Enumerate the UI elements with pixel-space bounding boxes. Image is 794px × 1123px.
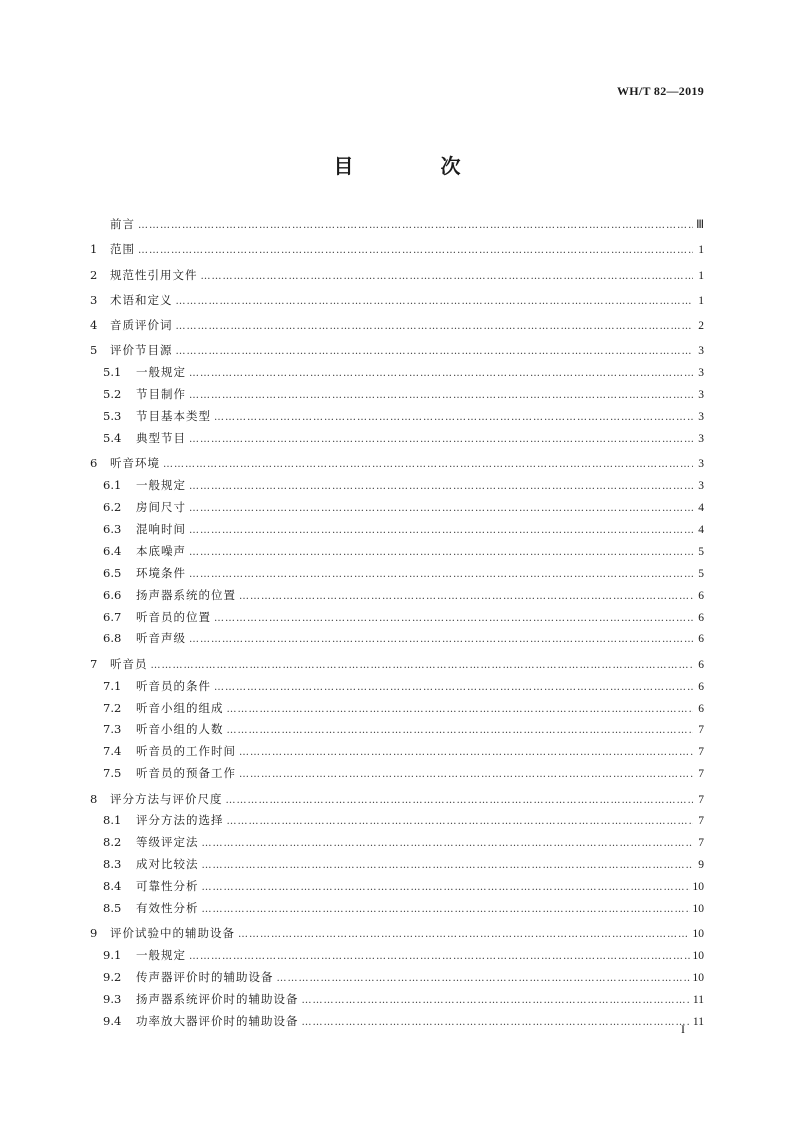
toc-entry-number: 7 <box>90 656 98 671</box>
toc-entry-number: 6.2 <box>103 500 122 515</box>
toc-entry-page: 2 <box>698 320 704 333</box>
toc-entry-title: 扬声器系统的位置 <box>136 587 236 602</box>
toc-entry-title: 环境条件 <box>136 565 186 580</box>
toc-leader-dots <box>189 388 693 403</box>
toc-entry-number: 3 <box>90 292 98 307</box>
toc-leader-dots <box>227 814 694 829</box>
toc-entry-page: 10 <box>692 881 704 894</box>
toc-leader-dots <box>189 949 690 964</box>
toc-leader-dots <box>176 319 694 334</box>
toc-entry-title: 评分方法与评价尺度 <box>110 791 223 806</box>
toc-leader-dots <box>227 723 694 738</box>
toc-entry-page: 4 <box>698 502 704 515</box>
toc-entry-title: 可靠性分析 <box>136 879 199 894</box>
toc-entry-page: 1 <box>698 294 704 307</box>
toc-entry-title: 听音员的位置 <box>136 609 211 624</box>
toc-entry[interactable] <box>90 544 704 560</box>
toc-entry-number: 7.2 <box>103 700 122 715</box>
toc-entry-title: 本底噪声 <box>136 543 186 558</box>
toc-entry[interactable] <box>90 343 704 359</box>
toc-entry-title: 范围 <box>110 242 135 257</box>
toc-entry-page: Ⅲ <box>696 219 704 231</box>
toc-entry[interactable] <box>90 1014 704 1030</box>
toc-entry-title: 典型节目 <box>136 431 186 446</box>
toc-entry-title: 节目制作 <box>136 387 186 402</box>
toc-leader-dots <box>189 501 693 516</box>
toc-entry-title: 扬声器系统评价时的辅助设备 <box>136 991 299 1006</box>
toc-entry[interactable] <box>90 792 704 808</box>
toc-entry-page: 6 <box>698 702 704 715</box>
toc-entry[interactable] <box>90 588 704 604</box>
toc-entry-page: 7 <box>698 793 704 806</box>
toc-entry-page: 3 <box>698 345 704 358</box>
toc-entry-number: 9 <box>90 926 98 941</box>
toc-entry-title: 传声器评价时的辅助设备 <box>136 970 274 985</box>
toc-entry-number: 1 <box>90 242 98 257</box>
toc-entry-page: 11 <box>692 1015 704 1028</box>
toc-leader-dots <box>238 927 690 942</box>
toc-entry-title: 一般规定 <box>136 948 186 963</box>
toc-entry-title: 评价节目源 <box>110 343 173 358</box>
toc-entry-number: 8.5 <box>103 900 122 915</box>
toc-entry-title: 术语和定义 <box>110 292 173 307</box>
toc-entry-number: 5 <box>90 343 98 358</box>
toc-entry-page: 10 <box>692 972 704 985</box>
toc-entry[interactable] <box>90 948 704 964</box>
toc-leader-dots <box>151 658 694 673</box>
toc-entry-page: 10 <box>692 950 704 963</box>
toc-entry[interactable] <box>90 879 704 895</box>
toc-entry-title: 规范性引用文件 <box>110 267 198 282</box>
toc-entry-title: 节目基本类型 <box>136 409 211 424</box>
toc-leader-dots <box>163 457 693 472</box>
toc-entry[interactable] <box>90 431 704 447</box>
toc-entry-number: 7.3 <box>103 722 122 737</box>
toc-entry[interactable] <box>90 217 704 233</box>
toc-entry-number: 8.3 <box>103 857 122 872</box>
toc-entry-number: 6.6 <box>103 587 122 602</box>
toc-entry-page: 1 <box>698 244 704 257</box>
toc-entry-page: 6 <box>698 589 704 602</box>
toc-entry-title: 等级评定法 <box>136 835 199 850</box>
toc-entry-number: 6.4 <box>103 543 122 558</box>
toc-leader-dots <box>138 243 693 258</box>
toc-entry[interactable] <box>90 478 704 494</box>
toc-entry-page: 6 <box>698 611 704 624</box>
toc-entry-title: 听音员的预备工作 <box>136 766 236 781</box>
toc-entry[interactable] <box>90 566 704 582</box>
toc-entry[interactable] <box>90 901 704 917</box>
toc-entry-title: 混响时间 <box>136 522 186 537</box>
toc-entry-number: 5.1 <box>103 365 122 380</box>
toc-entry-title: 评价试验中的辅助设备 <box>110 926 235 941</box>
toc-leader-dots <box>202 902 690 917</box>
toc-entry-page: 6 <box>698 633 704 646</box>
toc-entry[interactable] <box>90 387 704 403</box>
toc-entry-page: 10 <box>692 902 704 915</box>
toc-entry-number: 8.4 <box>103 879 122 894</box>
toc-entry-page: 3 <box>698 411 704 424</box>
toc-entry-number: 8.2 <box>103 835 122 850</box>
toc-entry[interactable] <box>90 522 704 538</box>
toc-entry-number: 5.4 <box>103 431 122 446</box>
toc-entry-number: 6.5 <box>103 565 122 580</box>
toc-entry[interactable] <box>90 268 704 284</box>
toc-entry-title: 功率放大器评价时的辅助设备 <box>136 1013 299 1028</box>
toc-entry[interactable] <box>90 679 704 695</box>
toc-entry[interactable] <box>90 813 704 829</box>
toc-entry[interactable] <box>90 242 704 258</box>
toc-entry-number: 2 <box>90 267 98 282</box>
toc-entry[interactable] <box>90 766 704 782</box>
toc-entry-page: 11 <box>692 993 704 1006</box>
toc-leader-dots <box>302 1015 690 1030</box>
toc-entry[interactable] <box>90 744 704 760</box>
toc-leader-dots <box>189 567 693 582</box>
toc-entry-page: 10 <box>692 928 704 941</box>
toc-leader-dots <box>201 269 694 284</box>
toc-entry-number: 8 <box>90 791 98 806</box>
toc-leader-dots <box>138 218 693 233</box>
toc-entry-title: 听音小组的组成 <box>136 700 224 715</box>
toc-entry-page: 4 <box>698 524 704 537</box>
table-of-contents <box>90 217 704 1030</box>
toc-leader-dots <box>189 523 693 538</box>
toc-leader-dots <box>227 702 694 717</box>
toc-entry-number: 6.1 <box>103 478 122 493</box>
toc-entry[interactable] <box>90 657 704 673</box>
toc-entry-title: 前言 <box>110 217 135 231</box>
standard-code: WH/T 82—2019 <box>616 84 704 98</box>
toc-entry[interactable] <box>90 610 704 626</box>
toc-leader-dots <box>189 545 693 560</box>
page-title: 目 次 <box>333 154 501 178</box>
toc-entry-page: 1 <box>698 269 704 282</box>
toc-leader-dots <box>176 344 694 359</box>
toc-entry[interactable] <box>90 701 704 717</box>
toc-entry-page: 7 <box>698 815 704 828</box>
toc-entry-page: 5 <box>698 567 704 580</box>
toc-entry[interactable] <box>90 318 704 334</box>
toc-entry-title: 有效性分析 <box>136 900 199 915</box>
toc-entry-page: 3 <box>698 433 704 446</box>
toc-entry-number: 6.8 <box>103 631 122 646</box>
toc-entry[interactable] <box>90 970 704 986</box>
page-number: I <box>681 1022 685 1036</box>
toc-entry-number: 9.4 <box>103 1013 122 1028</box>
toc-entry-title: 听音小组的人数 <box>136 722 224 737</box>
toc-entry-title: 听音声级 <box>136 631 186 646</box>
toc-entry-number: 9.1 <box>103 948 122 963</box>
toc-entry-title: 音质评价词 <box>110 318 173 333</box>
toc-entry-title: 一般规定 <box>136 478 186 493</box>
toc-entry-number: 9.3 <box>103 991 122 1006</box>
toc-leader-dots <box>214 611 693 626</box>
toc-entry-page: 3 <box>698 458 704 471</box>
toc-entry-title: 听音员的工作时间 <box>136 744 236 759</box>
toc-entry-number: 5.2 <box>103 387 122 402</box>
toc-entry-page: 7 <box>698 837 704 850</box>
toc-entry-number: 7.1 <box>103 678 122 693</box>
toc-entry[interactable] <box>90 631 704 647</box>
toc-entry-page: 7 <box>698 768 704 781</box>
toc-entry-number: 9.2 <box>103 970 122 985</box>
toc-entry-title: 一般规定 <box>136 365 186 380</box>
toc-entry-number: 7.4 <box>103 744 122 759</box>
toc-entry[interactable] <box>90 409 704 425</box>
toc-leader-dots <box>239 589 693 604</box>
toc-leader-dots <box>189 479 693 494</box>
toc-entry-number: 7.5 <box>103 766 122 781</box>
toc-entry-title: 房间尺寸 <box>136 500 186 515</box>
toc-entry[interactable] <box>90 926 704 942</box>
toc-entry-page: 7 <box>698 746 704 759</box>
toc-entry-title: 听音环境 <box>110 456 160 471</box>
toc-entry-number: 6.7 <box>103 609 122 624</box>
toc-entry[interactable] <box>90 857 704 873</box>
toc-leader-dots <box>277 971 690 986</box>
toc-entry[interactable] <box>90 456 704 472</box>
toc-leader-dots <box>226 793 694 808</box>
toc-entry[interactable] <box>90 293 704 309</box>
toc-entry-title: 听音员 <box>110 656 148 671</box>
toc-entry-page: 3 <box>698 367 704 380</box>
toc-leader-dots <box>202 858 694 873</box>
toc-entry-page: 7 <box>698 724 704 737</box>
toc-leader-dots <box>239 767 693 782</box>
toc-entry-page: 6 <box>698 658 704 671</box>
toc-entry-number: 8.1 <box>103 813 122 828</box>
toc-entry[interactable] <box>90 500 704 516</box>
toc-entry-title: 成对比较法 <box>136 857 199 872</box>
toc-leader-dots <box>214 680 693 695</box>
toc-entry-number: 5.3 <box>103 409 122 424</box>
toc-entry-page: 3 <box>698 480 704 493</box>
toc-entry[interactable] <box>90 835 704 851</box>
toc-entry-number: 6.3 <box>103 522 122 537</box>
toc-leader-dots <box>214 410 693 425</box>
toc-leader-dots <box>302 993 690 1008</box>
toc-entry-title: 听音员的条件 <box>136 678 211 693</box>
toc-entry[interactable] <box>90 722 704 738</box>
toc-entry-number: 4 <box>90 318 98 333</box>
toc-entry-page: 5 <box>698 545 704 558</box>
toc-leader-dots <box>176 294 694 309</box>
toc-entry-page: 3 <box>698 389 704 402</box>
toc-leader-dots <box>189 366 693 381</box>
toc-leader-dots <box>202 880 690 895</box>
toc-entry-title: 评分方法的选择 <box>136 813 224 828</box>
toc-leader-dots <box>189 632 693 647</box>
toc-entry[interactable] <box>90 992 704 1008</box>
toc-entry[interactable] <box>90 365 704 381</box>
toc-leader-dots <box>202 836 694 851</box>
toc-entry-number: 6 <box>90 456 98 471</box>
toc-entry-page: 6 <box>698 680 704 693</box>
toc-leader-dots <box>239 745 693 760</box>
toc-entry-page: 9 <box>698 859 704 872</box>
toc-leader-dots <box>189 432 693 447</box>
